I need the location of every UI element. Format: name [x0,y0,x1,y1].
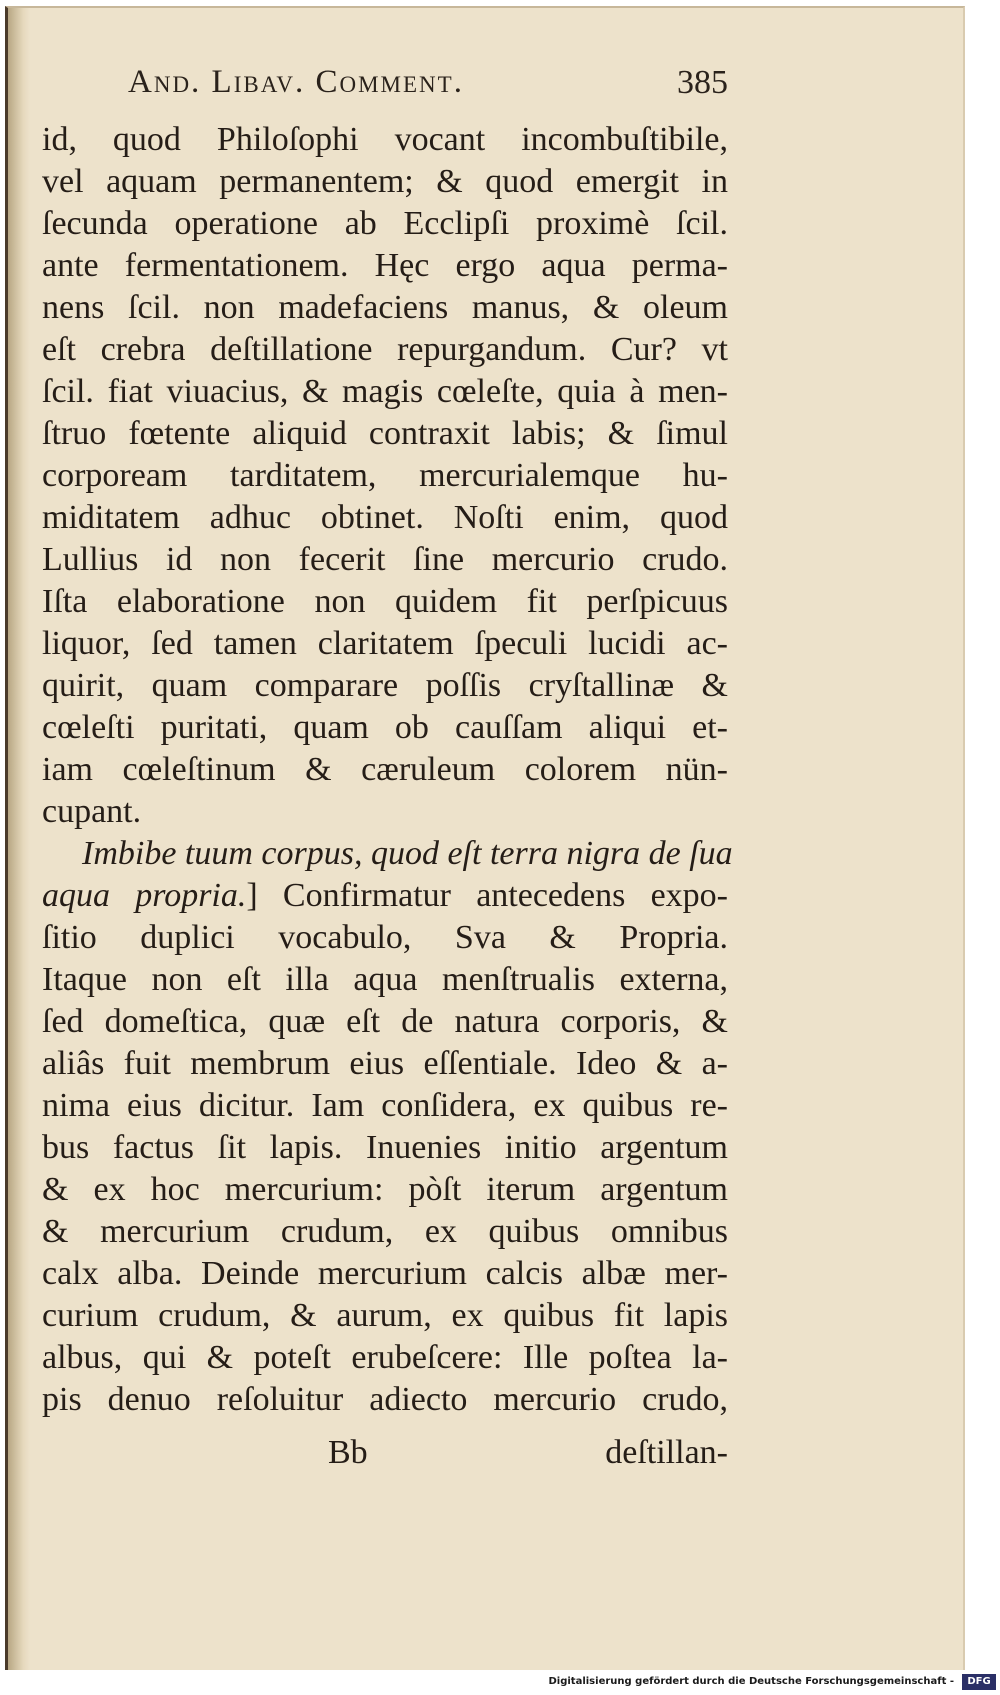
dfg-logo: DFG [962,1674,996,1690]
text-line: pis denuo reſoluitur adiecto mercurio crudo, [42,1381,728,1418]
commentary-start: ] Confirmatur antecedens expo- [246,877,728,914]
signature-mark: Bb [328,1434,368,1471]
text-line: eſt crebra deſtillatione repurgandum. Cur? vt [42,331,728,368]
body-text [42,119,733,1421]
text-line: ſecunda operatione ab Ecclipſi proximè ſcil. [42,205,728,242]
paragraph-1 [42,119,728,833]
text-line: & mercurium crudum, ex quibus omnibus [42,1213,728,1250]
quoted-lemma-end: aqua propria. [42,877,247,914]
text-line: ſitio duplici vocabulo, Sva & Propria. [42,919,728,956]
running-title: And. Libav. Comment. [128,64,464,100]
paragraph-2 [42,833,733,1421]
text-line: curium crudum, & aurum, ex quibus fit lapis [42,1297,728,1334]
text-line: ſed domeſtica, quæ eſt de natura corporis, & [42,1003,728,1040]
text-line: iam cœleſtinum & cæruleum colorem nün- [42,751,728,788]
text-line: corpoream tarditatem, mercurialemque hu- [42,457,728,494]
text-line: miditatem adhuc obtinet. Noſti enim, quod [42,499,728,536]
text-line: nens ſcil. non madefaciens manus, & oleum [42,289,728,326]
text-line: id, quod Philoſophi vocant incombuſtibile, [42,121,728,158]
catchword: deſtillan- [605,1434,728,1471]
digitization-credit: Digitalisierung gefördert durch die Deutsche Forschungsgemeinschaft - [548,1676,954,1687]
text-line: aliâs fuit membrum eius eſſentiale. Ideo & a- [42,1045,728,1082]
text-line: & ex hoc mercurium: pòſt iterum argentum [42,1171,728,1208]
page-footer [328,1434,728,1484]
page-number: 385 [677,64,728,101]
page-gutter-shadow [8,8,30,1670]
text-line: cœleſti puritati, quam ob cauſſam aliqui et- [42,709,728,746]
text-line [42,875,728,917]
text-line: nima eius dicitur. Iam conſidera, ex quibus re- [42,1087,728,1124]
text-line: Iſta elaboratione non quidem fit perſpicuus [42,583,728,620]
text-line: Lullius id non fecerit ſine mercurio crudo. [42,541,728,578]
text-line: ſtruo fœtente aliquid contraxit labis; & ſimul [42,415,728,452]
text-line: bus factus ſit lapis. Inuenies initio argentum [42,1129,728,1166]
text-line: vel aquam permanentem; & quod emergit in [42,163,728,200]
text-line: ſcil. fiat viuacius, & magis cœleſte, quia à men- [42,373,728,410]
text-line: calx alba. Deinde mercurium calcis albæ mer- [42,1255,728,1292]
text-line: quirit, quam comparare poſſis cryſtallinæ & [42,667,728,704]
text-line: liquor, ſed tamen claritatem ſpeculi lucidi ac- [42,625,728,662]
text-line: albus, qui & poteſt erubeſcere: Ille poſtea la- [42,1339,728,1376]
page-header [116,60,728,110]
text-line: cupant. [42,793,142,830]
book-page [5,6,965,1670]
text-line: Itaque non eſt illa aqua menſtrualis externa, [42,961,728,998]
quoted-lemma-line: Imbibe tuum corpus, quod eſt terra nigra de ſua [82,835,733,872]
text-line: ante fermentationem. Hęc ergo aqua perma- [42,247,728,284]
